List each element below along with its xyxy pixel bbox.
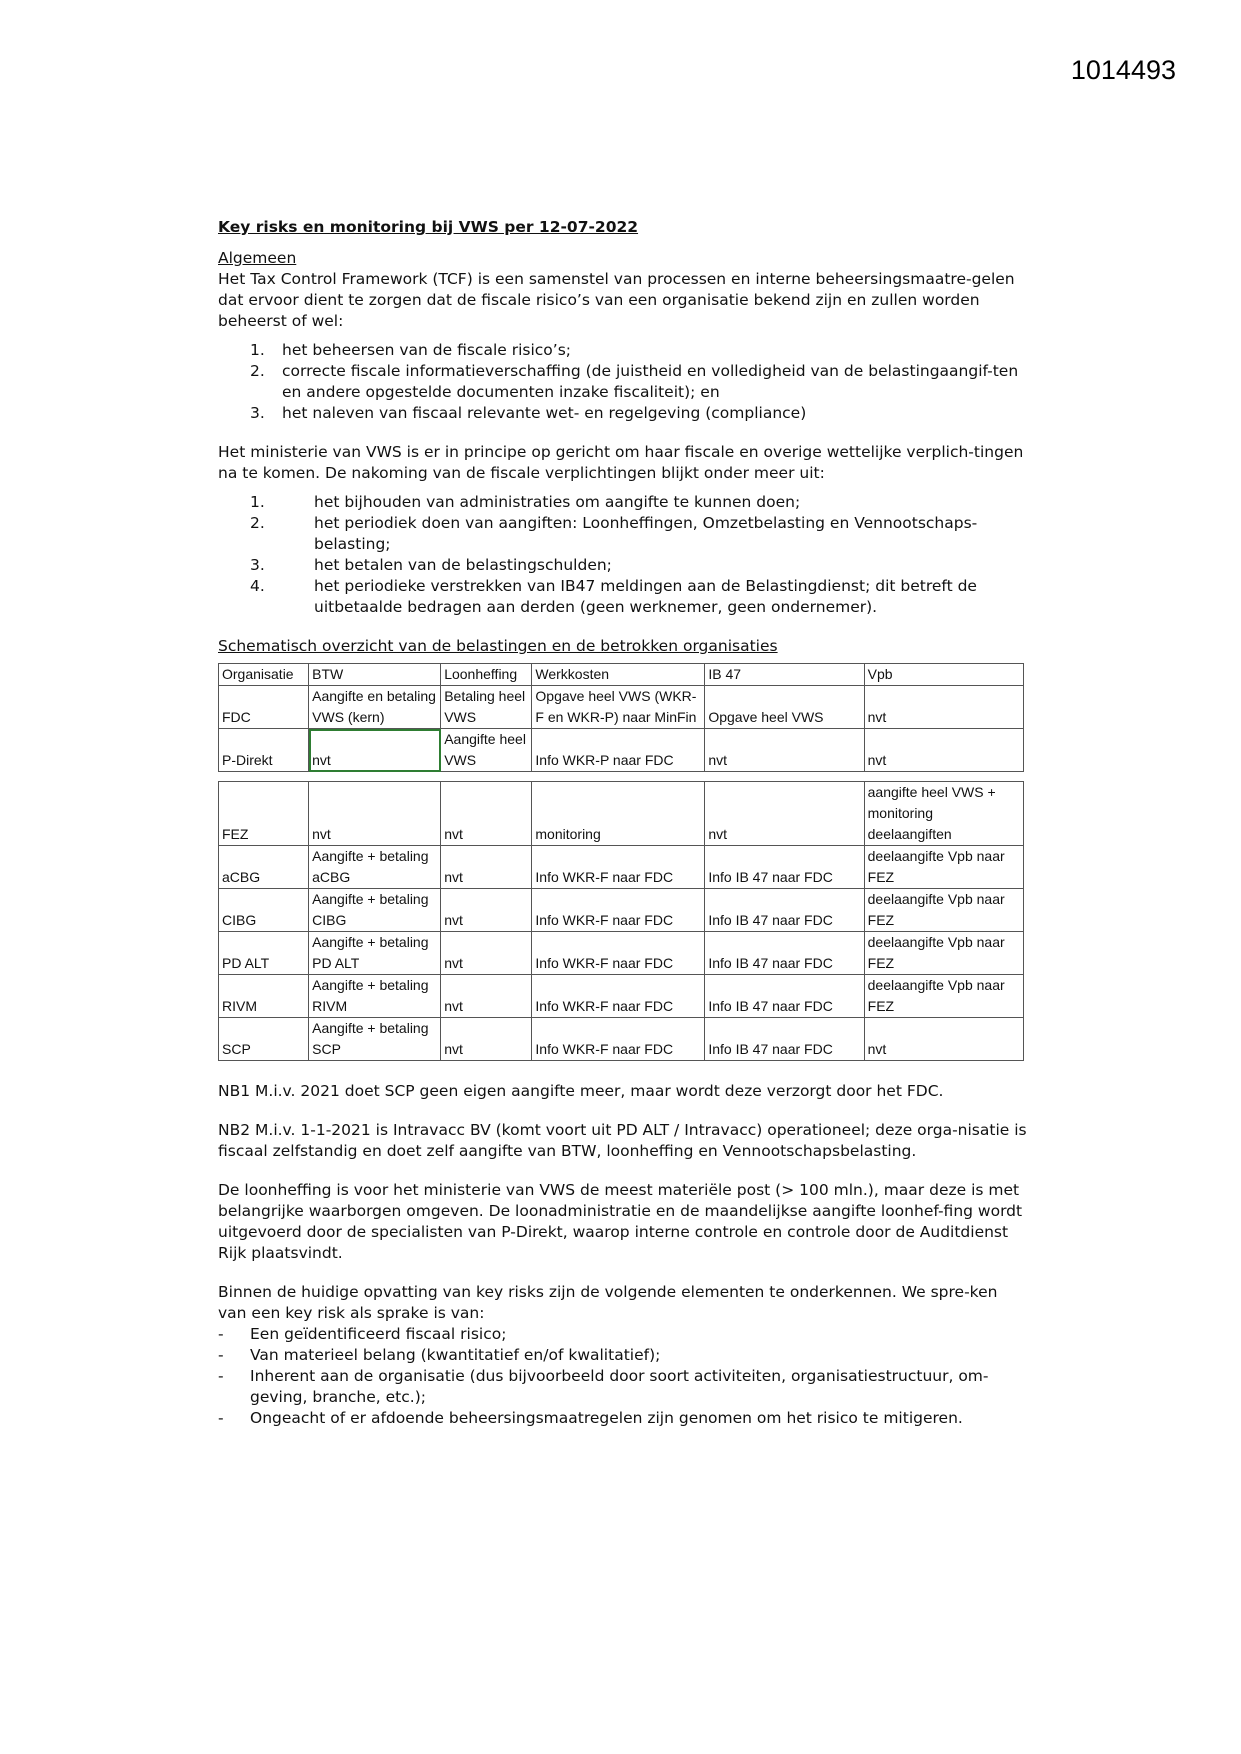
- table-cell: SCP: [219, 1018, 309, 1061]
- table-cell: Aangifte en betaling VWS (kern): [309, 686, 441, 729]
- key-risk-criteria-list: [218, 1324, 1028, 1429]
- table-cell: nvt: [309, 782, 441, 846]
- intro-paragraph: Het Tax Control Framework (TCF) is een samenstel van processen en interne beheersingsmaatre-gelen dat ervoor dient te zorgen dat de fiscale risico’s van een organisatie bekend zijn en zullen worden beheerst of wel:: [218, 270, 1015, 330]
- section-heading-general: Algemeen: [218, 249, 297, 267]
- list-item: - Een geïdentificeerd fiscaal risico;: [218, 1325, 507, 1343]
- table-cell: Opgave heel VWS (WKR-F en WKR-P) naar MinFin: [532, 686, 705, 729]
- tcf-list: [218, 340, 1028, 424]
- table-cell: Info IB 47 naar FDC: [705, 889, 864, 932]
- list-item: - Inherent aan de organisatie (dus bijvoorbeeld door soort activiteiten, organisatiestructuur, om-geving, branche, etc.);: [218, 1367, 989, 1406]
- payroll-paragraph: De loonheffing is voor het ministerie van VWS de meest materiële post (> 100 mln.), maar deze is met belangrijke waarborgen omgeven. De loonadministratie en de maandelijkse aangifte loonhef-fing wordt uitgevoerd door de specialisten van P-Direkt, waarop interne controle en controle door de Auditdienst Rijk plaatsvindt.: [218, 1181, 1023, 1262]
- table-cell: deelaangifte Vpb naar FEZ: [864, 975, 1023, 1018]
- table-cell: aCBG: [219, 846, 309, 889]
- table-cell: nvt: [864, 729, 1023, 772]
- list-item: 2. correcte fiscale informatieverschaffing (de juistheid en volledigheid van de belastingaangif-ten en andere opgestelde documenten inzake fiscaliteit); en: [250, 362, 1019, 401]
- list-item: 2. het periodiek doen van aangiften: Loonheffingen, Omzetbelasting en Vennootschaps-belasting;: [250, 514, 978, 553]
- table-cell: nvt: [441, 932, 532, 975]
- note-nb2: NB2 M.i.v. 1-1-2021 is Intravacc BV (komt voort uit PD ALT / Intravacc) operationeel; deze orga-nisatie is fiscaal zelfstandig en doet zelf aangifte van BTW, loonheffing en Vennootschapsbelasting.: [218, 1121, 1027, 1160]
- obligations-list: [218, 492, 1028, 618]
- table-cell: PD ALT: [219, 932, 309, 975]
- selected-table-cell[interactable]: nvt: [309, 729, 441, 772]
- table-spacer-row: [219, 772, 1024, 782]
- obligations-paragraph: Het ministerie van VWS is er in principe op gericht om haar fiscale en overige wettelijke verplich-tingen na te komen. De nakoming van de fiscale verplichtingen blijkt onder meer uit:: [218, 443, 1024, 482]
- table-cell: FDC: [219, 686, 309, 729]
- table-cell: Aangifte heel VWS: [441, 729, 532, 772]
- table-cell: RIVM: [219, 975, 309, 1018]
- table-cell: nvt: [864, 1018, 1023, 1061]
- table-cell: P-Direkt: [219, 729, 309, 772]
- table-cell: aangifte heel VWS + monitoring deelaangiften: [864, 782, 1023, 846]
- column-header: BTW: [309, 664, 441, 686]
- table-cell: Info IB 47 naar FDC: [705, 846, 864, 889]
- schema-heading: Schematisch overzicht van de belastingen en de betrokken organisaties: [218, 637, 778, 655]
- table-row: [219, 975, 1024, 1018]
- table-cell: Aangifte + betaling CIBG: [309, 889, 441, 932]
- list-item: - Ongeacht of er afdoende beheersingsmaatregelen zijn genomen om het risico te mitigeren.: [218, 1409, 963, 1427]
- table-cell: nvt: [441, 782, 532, 846]
- table-cell: FEZ: [219, 782, 309, 846]
- table-cell: CIBG: [219, 889, 309, 932]
- table-cell: Info IB 47 naar FDC: [705, 1018, 864, 1061]
- list-item: 3. het betalen van de belastingschulden;: [250, 556, 612, 574]
- key-risks-paragraph: Binnen de huidige opvatting van key risks zijn de volgende elementen te onderkennen. We spre-ken van een key risk als sprake is van:: [218, 1283, 998, 1322]
- column-header: Vpb: [864, 664, 1023, 686]
- table-cell: Info IB 47 naar FDC: [705, 975, 864, 1018]
- table-cell: Opgave heel VWS: [705, 686, 864, 729]
- table-cell: Info WKR-F naar FDC: [532, 1018, 705, 1061]
- table-cell: nvt: [441, 846, 532, 889]
- table-cell: nvt: [441, 1018, 532, 1061]
- tax-overview-table: [218, 663, 1024, 1061]
- table-cell: deelaangifte Vpb naar FEZ: [864, 846, 1023, 889]
- column-header: Werkkosten: [532, 664, 705, 686]
- table-row: [219, 782, 1024, 846]
- table-cell: nvt: [705, 729, 864, 772]
- table-cell: Aangifte + betaling PD ALT: [309, 932, 441, 975]
- table-cell: Info WKR-F naar FDC: [532, 932, 705, 975]
- table-cell: Info IB 47 naar FDC: [705, 932, 864, 975]
- table-cell: Info WKR-P naar FDC: [532, 729, 705, 772]
- table-cell: deelaangifte Vpb naar FEZ: [864, 889, 1023, 932]
- list-item: 1. het beheersen van de fiscale risico’s;: [250, 341, 572, 359]
- table-header-row: [219, 664, 1024, 686]
- table-row: [219, 889, 1024, 932]
- table-cell: nvt: [441, 975, 532, 1018]
- column-header: Loonheffing: [441, 664, 532, 686]
- column-header: Organisatie: [219, 664, 309, 686]
- table-cell: Info WKR-F naar FDC: [532, 975, 705, 1018]
- table-cell: nvt: [705, 782, 864, 846]
- list-item: 3. het naleven van fiscaal relevante wet- en regelgeving (compliance): [250, 404, 807, 422]
- table-row: [219, 846, 1024, 889]
- table-cell: monitoring: [532, 782, 705, 846]
- table-row: [219, 932, 1024, 975]
- table-row: [219, 729, 1024, 772]
- document-title: Key risks en monitoring bij VWS per 12-07-2022: [218, 218, 639, 236]
- note-nb1: NB1 M.i.v. 2021 doet SCP geen eigen aangifte meer, maar wordt deze verzorgt door het FDC.: [218, 1082, 944, 1100]
- table-cell: Aangifte + betaling aCBG: [309, 846, 441, 889]
- table-cell: Aangifte + betaling RIVM: [309, 975, 441, 1018]
- table-cell: deelaangifte Vpb naar FEZ: [864, 932, 1023, 975]
- table-cell: nvt: [441, 889, 532, 932]
- list-item: 1. het bijhouden van administraties om aangifte te kunnen doen;: [250, 493, 801, 511]
- table-cell: nvt: [864, 686, 1023, 729]
- document-body: [218, 217, 1028, 1429]
- table-cell: Aangifte + betaling SCP: [309, 1018, 441, 1061]
- column-header: IB 47: [705, 664, 864, 686]
- list-item: - Van materieel belang (kwantitatief en/of kwalitatief);: [218, 1346, 661, 1364]
- table-cell: Betaling heel VWS: [441, 686, 532, 729]
- table-row: [219, 1018, 1024, 1061]
- table-cell: Info WKR-F naar FDC: [532, 889, 705, 932]
- table-row: [219, 686, 1024, 729]
- document-number: 1014493: [1070, 55, 1176, 85]
- table-cell: Info WKR-F naar FDC: [532, 846, 705, 889]
- list-item: 4. het periodieke verstrekken van IB47 meldingen aan de Belastingdienst; dit betreft de uitbetaalde bedragen aan derden (geen werknemer, geen ondernemer).: [250, 577, 977, 616]
